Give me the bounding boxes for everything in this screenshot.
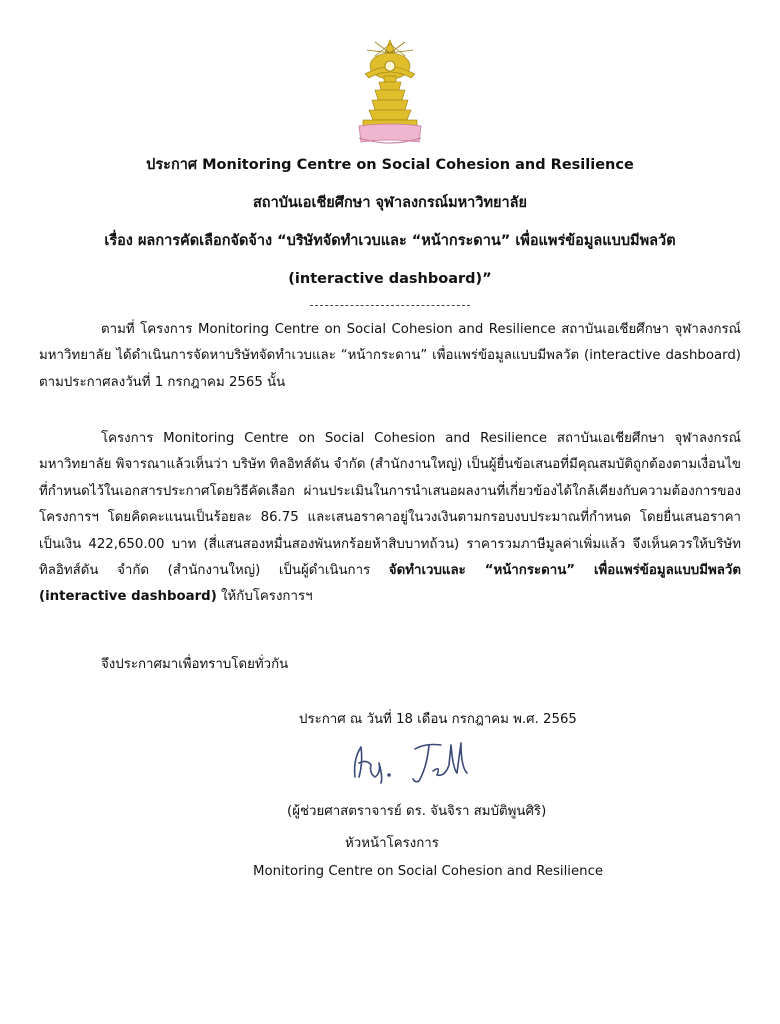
paragraph-1-text: ตามที่ โครงการ Monitoring Centre on Social Cohesion and Resilience สถาบันเอเชียศึกษา จุฬาลงกรณ์มหาวิทยาลัย ได้ดำเนินการจัดหาบริษัทจัดทำเวบและ “หน้ากระดาน” เพื่อแพร่ข้อมูลแบบมีพลวัต (interactive dashboard) ตามประกาศลงวันที่ 1 กรกฎาคม 2565 นั้น bbox=[39, 322, 741, 390]
paragraph-2 bbox=[39, 426, 741, 611]
paragraph-2-tail: ให้กับโครงการฯ bbox=[221, 589, 313, 605]
paragraph-2-text: โครงการ Monitoring Centre on Social Cohesion and Resilience สถาบันเอเชียศึกษา จุฬาลงกรณ์มหาวิทยาลัย พิจารณาแล้วเห็นว่า บริษัท ทิลอิทส์ดัน จำกัด (สำนักงานใหญ่) เป็นผู้ยื่นข้อเสนอที่มีคุณสมบัติถูกต้องตามเงื่อนไขที่กำหนดไว้ในเอกสารประกาศโดยวิธีคัดเลือก ผ่านประเมินในการนำเสนอผลงานที่เกี่ยวข้องได้ใกล้เคียงกับความต้องการของโครงการฯ โดยคิดคะแนนเป็นร้อยละ 86.75 และเสนอราคาอยู่ในวงเงินตามกรอบงบประมาณที่กำหนด โดยยื่นเสนอราคาเป็นเงิน 422,650.00 บาท (สี่แสนสองหมื่นสองพันหกร้อยห้าสิบบาทถ้วน) ราคารวมภาษีมูลค่าเพิ่มแล้ว จึงเห็นควรให้บริษัท ทิลอิทส์ดัน จำกัด (สำนักงานใหญ่) เป็นผู้ดำเนินการ bbox=[39, 431, 741, 579]
header-subject-cont: (interactive dashboard)” bbox=[288, 271, 492, 287]
closing-statement: จึงประกาศมาเพื่อทราบโดยทั่วกัน bbox=[101, 657, 289, 672]
handwritten-signature bbox=[345, 737, 495, 785]
signer-organization: Monitoring Centre on Social Cohesion and Resilience bbox=[253, 864, 604, 879]
signer-position: หัวหน้าโครงการ bbox=[345, 836, 439, 851]
header-separator bbox=[310, 305, 470, 306]
paragraph-1 bbox=[39, 317, 741, 396]
paragraph-2-bold: จัดทำเวบและ “หน้ากระดาน” เพื่อแพร่ข้อมูลแบบมีพลวัต (interactive dashboard) bbox=[39, 563, 741, 605]
university-emblem-logo bbox=[355, 38, 425, 150]
header-subject: เรื่อง ผลการคัดเลือกจัดจ้าง “บริษัทจัดทำเวบและ “หน้ากระดาน” เพื่อแพร่ข้อมูลแบบมีพลวัต bbox=[104, 233, 676, 249]
announce-date: ประกาศ ณ วันที่ 18 เดือน กรกฎาคม พ.ศ. 2565 bbox=[299, 712, 577, 727]
header-institute: สถาบันเอเชียศึกษา จุฬาลงกรณ์มหาวิทยาลัย bbox=[252, 195, 528, 211]
header-title: ประกาศ Monitoring Centre on Social Cohesion and Resilience bbox=[146, 157, 634, 173]
signer-name: (ผู้ช่วยศาสตราจารย์ ดร. จันจิรา สมบัติพูนศิริ) bbox=[287, 804, 547, 819]
